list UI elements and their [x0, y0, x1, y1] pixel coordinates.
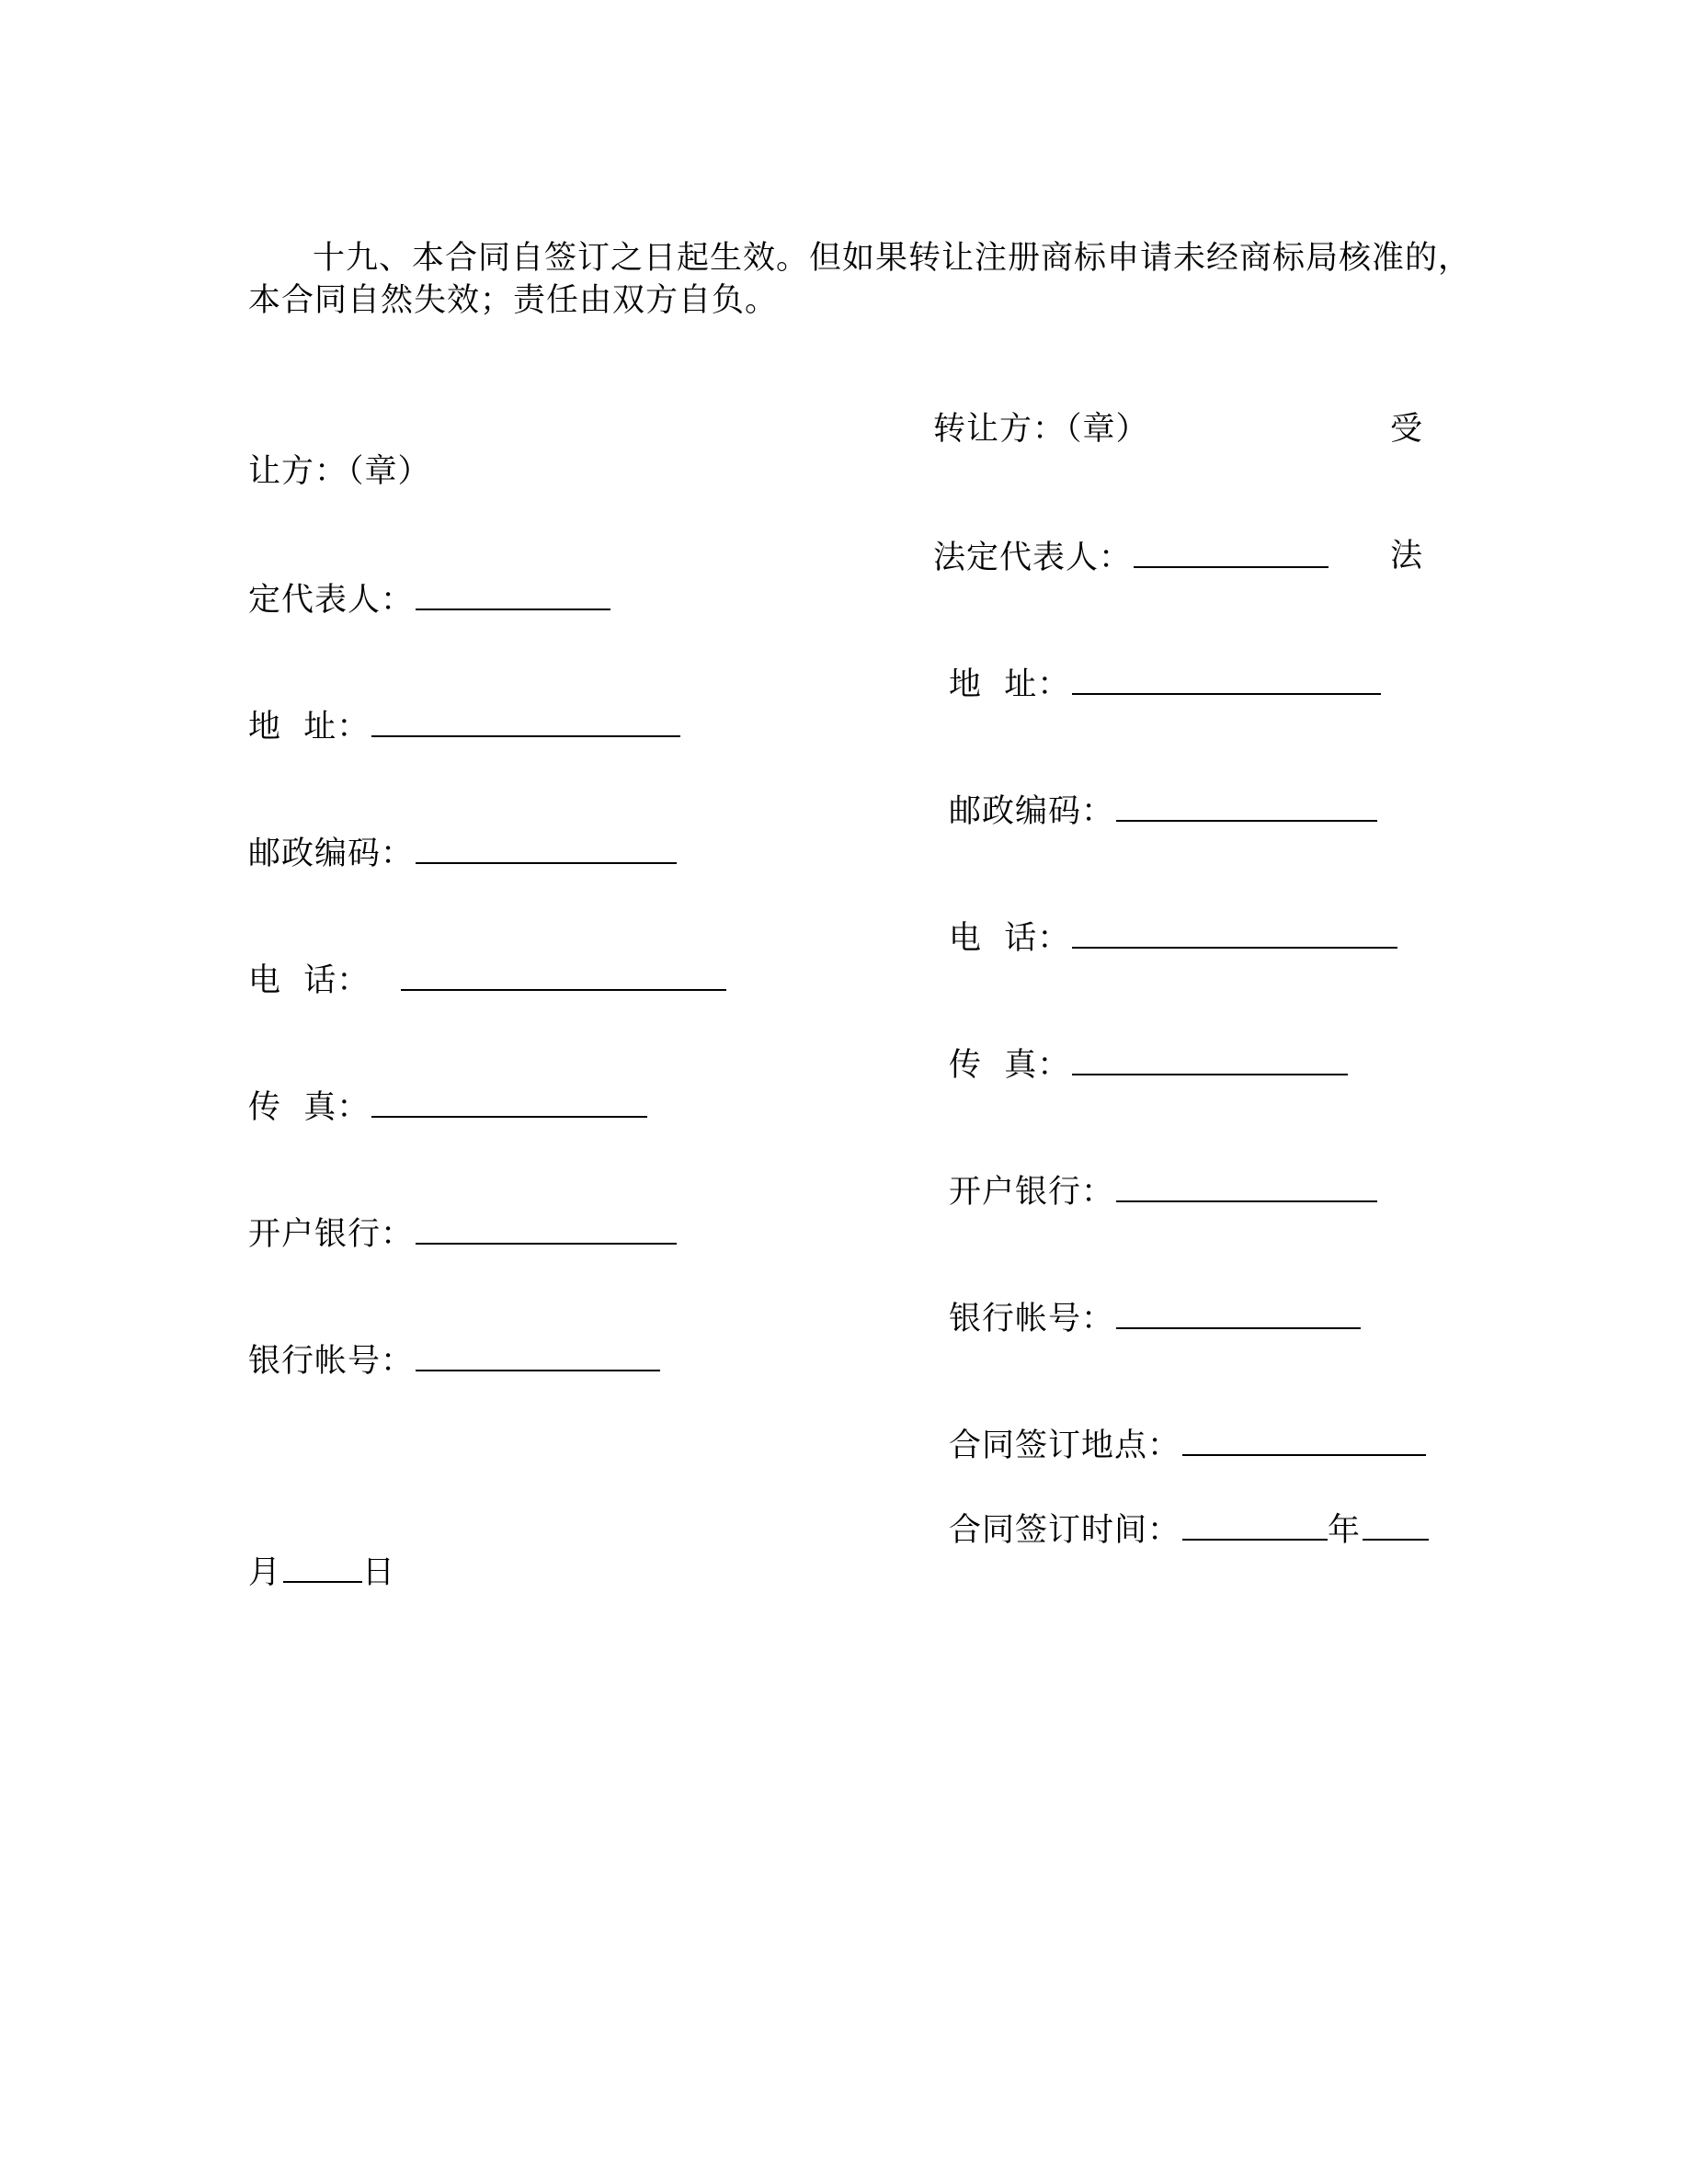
transferee-legal-rep-label: 定代表人： [248, 582, 415, 619]
sign-day-label: 日 [362, 1554, 396, 1591]
clause-19 [248, 237, 1472, 322]
transferee-phone-label: 电 话： [248, 962, 371, 999]
transferee-fax [248, 1085, 647, 1129]
transferor-address [949, 662, 1381, 706]
transferee-legal-rep-head: 法 [1390, 538, 1424, 574]
sign-place-blank[interactable] [1182, 1423, 1426, 1456]
transferee-address-label: 地 址： [248, 709, 371, 745]
sign-time-tail [248, 1550, 395, 1594]
transferor-account-label: 银行帐号： [949, 1301, 1115, 1337]
transferee-address [248, 704, 680, 748]
transferor-account [949, 1296, 1361, 1340]
transferor-address-label: 地 址： [949, 666, 1071, 703]
transferee-postcode-blank[interactable] [416, 831, 677, 864]
transferee-seal: 让方：（章） [248, 453, 431, 490]
transferor-postcode-label: 邮政编码： [949, 793, 1115, 830]
transferee-phone-blank[interactable] [401, 958, 726, 991]
sign-year-blank[interactable] [1182, 1507, 1328, 1541]
sign-time-label: 合同签订时间： [949, 1512, 1181, 1549]
transferee-fax-blank[interactable] [371, 1085, 647, 1118]
sign-place-label: 合同签订地点： [949, 1428, 1181, 1464]
sign-time [949, 1507, 1429, 1552]
transferee-address-blank[interactable] [371, 704, 680, 737]
transferor-fax [949, 1042, 1348, 1086]
transferor-legal-rep [933, 535, 1329, 579]
transferor-postcode [949, 789, 1377, 833]
transferor-postcode-blank[interactable] [1116, 789, 1377, 822]
transferee-seal-head: 受 [1390, 411, 1424, 448]
transferor-seal: 转让方：（章） [933, 411, 1149, 448]
transferee-legal-rep-blank[interactable] [416, 577, 610, 610]
sign-day-blank[interactable] [283, 1550, 362, 1583]
transferee-bank [248, 1211, 677, 1256]
transferor-address-blank[interactable] [1072, 662, 1381, 695]
clause-19-line-1: 十九、本合同自签订之日起生效。但如果转让注册商标申请未经商标局核准的， [313, 240, 1472, 277]
transferee-postcode [248, 831, 677, 875]
transferor-phone-blank[interactable] [1072, 916, 1397, 949]
transferee-fax-label: 传 真： [248, 1089, 371, 1126]
transferor-bank [949, 1169, 1377, 1213]
transferor-fax-label: 传 真： [949, 1047, 1071, 1084]
transferee-postcode-label: 邮政编码： [248, 836, 415, 872]
sign-month-blank[interactable] [1363, 1507, 1429, 1541]
transferee-phone [248, 958, 726, 1002]
transferor-legal-rep-label: 法定代表人： [933, 540, 1133, 576]
transferor-phone-label: 电 话： [949, 920, 1071, 957]
transferee-account-label: 银行帐号： [248, 1343, 415, 1380]
transferor-account-blank[interactable] [1116, 1296, 1361, 1329]
clause-19-line-2: 本合同自然失效；责任由双方自负。 [248, 282, 779, 319]
transferor-fax-blank[interactable] [1072, 1042, 1348, 1075]
transferor-bank-label: 开户银行： [949, 1174, 1115, 1211]
transferor-legal-rep-blank[interactable] [1134, 535, 1329, 568]
transferee-legal-rep [248, 577, 610, 621]
transferee-bank-label: 开户银行： [248, 1216, 415, 1253]
sign-year-label: 年 [1328, 1512, 1362, 1549]
transferee-account-blank[interactable] [416, 1338, 660, 1371]
sign-month-label: 月 [248, 1554, 282, 1591]
transferee-account [248, 1338, 660, 1382]
transferee-bank-blank[interactable] [416, 1211, 677, 1245]
transferor-bank-blank[interactable] [1116, 1169, 1377, 1202]
sign-place [949, 1423, 1426, 1467]
transferor-phone [949, 916, 1397, 960]
